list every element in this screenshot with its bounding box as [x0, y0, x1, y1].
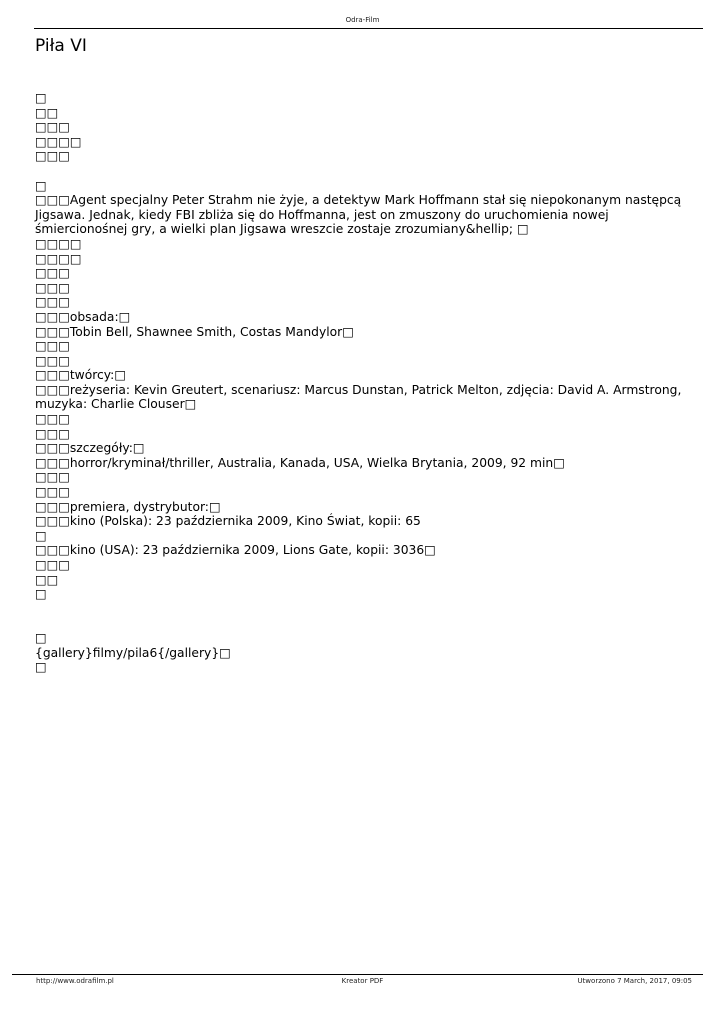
text-line: □□ [35, 105, 59, 120]
footer-created: Utworzono 7 March, 2017, 09:05 [577, 977, 692, 985]
text-line: □ [35, 528, 47, 543]
header-divider [34, 28, 703, 29]
creators-value: □□□reżyseria: Kevin Greutert, scenariusz: Marcus Dunstan, Patrick Melton, zdjęcia: David A. Armstrong, muzyka: Charlie Clouser□ [35, 382, 682, 412]
cast-label: □□□obsada:□ [35, 309, 131, 324]
text-line: □□□ [35, 339, 70, 354]
article-body [35, 91, 687, 675]
blank-line [35, 164, 687, 179]
text-line: □□□ [35, 266, 70, 281]
gallery-tag: {gallery}filmy/pila6{/gallery}□ [35, 645, 231, 660]
text-line: □ [35, 660, 47, 675]
text-line: □□□ [35, 353, 70, 368]
synopsis-paragraph: □□□Agent specjalny Peter Strahm nie żyje, a detektyw Mark Hoffmann stał się niepokonanym następcą Jigsawa. Jednak, kiedy FBI zbliża się do Hoffmanna, jest on zmuszony do uruchomienia nowej śmiercionośnej gry, a wielki plan Jigsawa wreszcie zostaje zrozumiany&hellip; □ [35, 193, 682, 237]
text-line: □□□□ [35, 251, 82, 266]
text-line: □ [35, 178, 47, 193]
text-line: □□□ [35, 280, 70, 295]
text-line: □□□□ [35, 134, 82, 149]
premiere-usa: □□□kino (USA): 23 października 2009, Lions Gate, kopii: 3036□ [35, 543, 436, 558]
footer-divider [12, 974, 703, 975]
text-line: □□□□ [35, 236, 82, 251]
text-line: □□□ [35, 295, 70, 310]
footer-url: http://www.odrafilm.pl [36, 977, 114, 985]
creators-label: □□□twórcy:□ [35, 368, 126, 383]
text-line: □□□ [35, 485, 70, 500]
blank-line [35, 616, 687, 631]
text-line: □□□ [35, 412, 70, 427]
header-site-name: Odra-Film [345, 16, 380, 24]
premiere-poland: □□□kino (Polska): 23 października 2009, Kino Świat, kopii: 65 [35, 514, 421, 529]
page-title: Piła VI [35, 36, 87, 56]
premiere-label: □□□premiera, dystrybutor:□ [35, 499, 221, 514]
text-line: □□□ [35, 470, 70, 485]
details-label: □□□szczegóły:□ [35, 441, 145, 456]
text-line: □□□ [35, 558, 70, 572]
blank-line [35, 602, 687, 617]
text-line: □ [35, 91, 47, 105]
text-line: □□□ [35, 149, 70, 164]
text-line: □□□ [35, 426, 70, 441]
text-line: □ [35, 587, 47, 602]
footer-generator: Kreator PDF [341, 977, 384, 985]
text-line: □ [35, 630, 47, 645]
cast-value: □□□Tobin Bell, Shawnee Smith, Costas Mandylor□ [35, 324, 354, 339]
text-line: □□□ [35, 120, 70, 135]
text-line: □□ [35, 572, 59, 587]
details-value: □□□horror/kryminał/thriller, Australia, Kanada, USA, Wielka Brytania, 2009, 92 min□ [35, 455, 565, 470]
